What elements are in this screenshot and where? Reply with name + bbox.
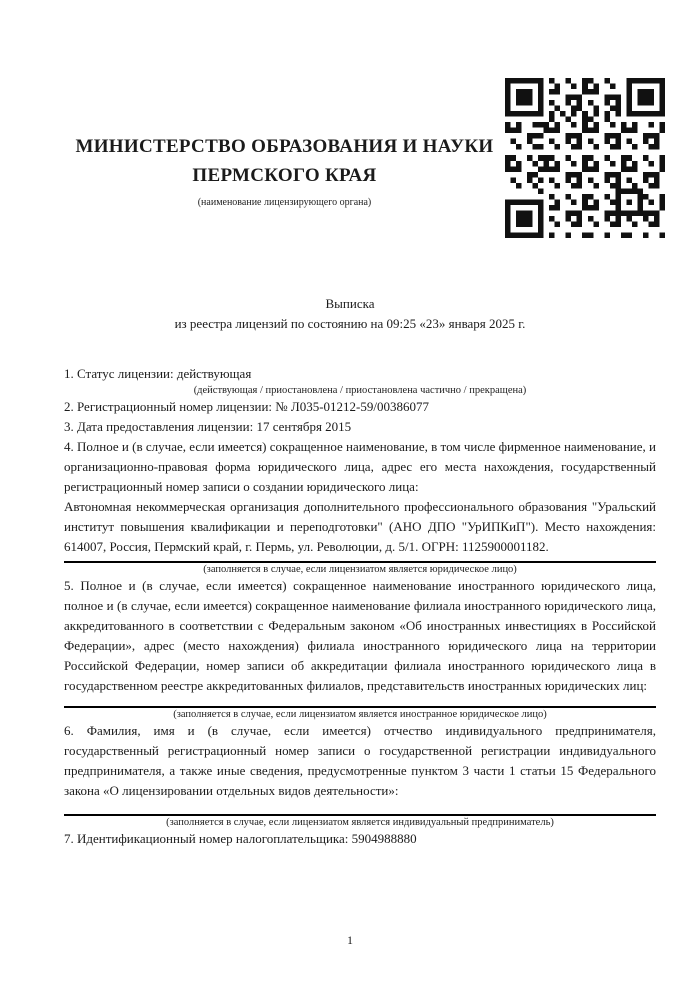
license-date-item: 3. Дата предоставления лицензии: 17 сентября 2015 (64, 419, 352, 434)
legal-entity-value: Автономная некоммерческая организация дополнительного профессионального образования "Уральский институт повышения квалификации и переподготовки" (АНО ДПО "УрИПКиП"). Место нахождения: 614007, Россия, Пермский край, г. Пермь, ул. Революции, д. 5/1. ОГРН: 1125900001182. (64, 497, 656, 563)
legal-entity-item: 4. Полное и (в случае, если имеется) сокращенное наименование, в том числе фирменное наименование, и организационно-правовая форма юридического лица, адрес его места нахождения, государственный регистрационный номер записи о создании юридического лица: (64, 439, 656, 494)
extract-date-line: из реестра лицензий по состоянию на 09:25 «23» января 2025 г. (174, 316, 526, 331)
qr-code (505, 78, 665, 238)
ministry-name-line1: МИНИСТЕРСТВО ОБРАЗОВАНИЯ И НАУКИ (75, 136, 494, 157)
ministry-name-line2: ПЕРМСКОГО КРАЯ (192, 165, 377, 186)
document-title (0, 294, 700, 334)
header-section (0, 0, 700, 238)
entrepreneur-blank-field (64, 801, 656, 816)
foreign-entity-blank-field (64, 696, 656, 708)
inn-item: 7. Идентификационный номер налогоплательщика: 5904988880 (64, 831, 417, 846)
page-number: 1 (347, 933, 353, 947)
foreign-entity-item: 5. Полное и (в случае, если имеется) сокращенное наименование иностранного юридического лица, полное и (в случае, если имеется) сокращенное наименование филиала иностранного юридического лица, аккредитованного в соответствии с Федеральным законом «Об иностранных инвестициях в Российской Федерации», адрес (место нахождения) филиала иностранного юридического лица на территории Российской Федерации, номер записи об аккредитации филиала иностранного юридического лица в государственном реестре аккредитованных филиалов, представительств иностранных юридических лиц: (64, 578, 656, 693)
entrepreneur-item: 6. Фамилия, имя и (в случае, если имеется) отчество индивидуального предпринимателя, государственный регистрационный номер записи о государственной регистрации индивидуального предпринимателя, а также иные сведения, предусмотренные пунктом 3 части 1 статьи 15 Федерального закона «О лицензировании отдельных видов деятельности»: (64, 723, 656, 798)
legal-entity-note: (заполняется в случае, если лицензиатом является юридическое лицо) (203, 564, 517, 575)
license-status-note: (действующая / приостановлена / приостановлена частично / прекращена) (193, 385, 527, 396)
qr-code-pattern (505, 78, 665, 238)
license-status-item: 1. Статус лицензии: действующая (64, 366, 252, 381)
title-line: Выписка (325, 296, 375, 311)
entrepreneur-note: (заполняется в случае, если лицензиатом является индивидуальный предприниматель) (166, 817, 554, 828)
ministry-header (64, 78, 505, 208)
foreign-entity-note: (заполняется в случае, если лицензиатом является иностранное юридическое лицо) (173, 709, 547, 720)
licensing-org-note: (наименование лицензирующего органа) (197, 197, 372, 208)
registration-number-item: 2. Регистрационный номер лицензии: № Л035-01212-59/00386077 (64, 399, 430, 414)
document-body (0, 334, 700, 849)
